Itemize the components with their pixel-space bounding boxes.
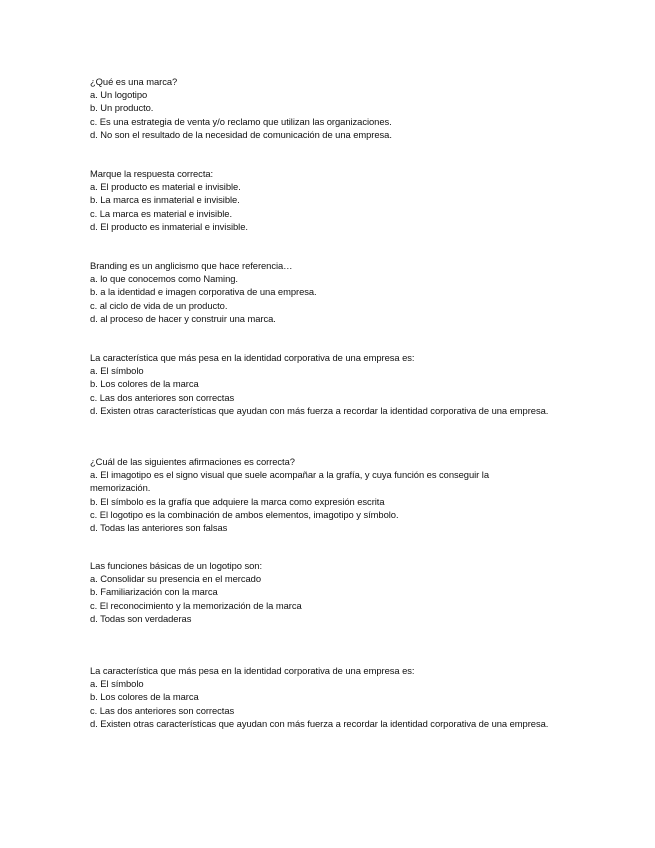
question-6 [90, 559, 550, 625]
question-prompt: ¿Qué es una marca? [90, 76, 178, 87]
option-c: c. La marca es material e invisible. [90, 207, 233, 219]
option-b: b. Los colores de la marca [90, 691, 199, 703]
option-b: b. La marca es inmaterial e invisible. [90, 194, 240, 206]
option-a: a. Consolidar su presencia en el mercado [90, 573, 262, 585]
option-d: d. El producto es inmaterial e invisible. [90, 220, 248, 232]
option-d: d. Existen otras características que ayudan con más fuerza a recordar la identidad corporativa de una empresa. [90, 717, 549, 729]
option-b: b. Familiarización con la marca [90, 586, 218, 598]
option-c: c. al ciclo de vida de un producto. [90, 299, 228, 311]
option-a: a. lo que conocemos como Naming. [90, 273, 238, 285]
question-prompt: La característica que más pesa en la identidad corporativa de una empresa es: [90, 665, 415, 676]
option-a: a. El imagotipo es el signo visual que suele acompañar a la grafía, y cuya función es conseguir la memorización. [90, 469, 489, 494]
option-b: b. a la identidad e imagen corporativa de una empresa. [90, 286, 317, 298]
option-a: a. El producto es material e invisible. [90, 181, 241, 193]
option-d: d. No son el resultado de la necesidad de comunicación de una empresa. [90, 128, 392, 140]
question-prompt: La característica que más pesa en la identidad corporativa de una empresa es: [90, 352, 415, 363]
option-c: c. Es una estrategia de venta y/o reclamo que utilizan las organizaciones. [90, 115, 392, 127]
question-7 [90, 664, 550, 730]
question-1 [90, 75, 550, 141]
question-prompt: Branding es un anglicismo que hace referencia… [90, 260, 293, 271]
option-c: c. El reconocimiento y la memorización de la marca [90, 599, 302, 611]
option-c: c. Las dos anteriores son correctas [90, 391, 235, 403]
question-2 [90, 167, 550, 233]
option-a: a. Un logotipo [90, 89, 148, 101]
option-a: a. El símbolo [90, 678, 144, 690]
question-prompt: Las funciones básicas de un logotipo son: [90, 560, 263, 571]
option-b: b. El símbolo es la grafía que adquiere la marca como expresión escrita [90, 495, 385, 507]
question-prompt: Marque la respuesta correcta: [90, 168, 214, 179]
option-a: a. El símbolo [90, 365, 144, 377]
option-b: b. Los colores de la marca [90, 378, 199, 390]
option-c: c. Las dos anteriores son correctas [90, 704, 235, 716]
option-d: d. Existen otras características que ayudan con más fuerza a recordar la identidad corporativa de una empresa. [90, 404, 549, 416]
option-d: d. Todas son verdaderas [90, 612, 192, 624]
option-c: c. El logotipo es la combinación de ambos elementos, imagotipo y símbolo. [90, 508, 399, 520]
question-prompt: ¿Cuál de las siguientes afirmaciones es correcta? [90, 456, 295, 467]
option-d: d. Todas las anteriores son falsas [90, 522, 228, 534]
question-4 [90, 351, 550, 417]
question-3 [90, 259, 550, 325]
option-b: b. Un producto. [90, 102, 154, 114]
option-d: d. al proceso de hacer y construir una marca. [90, 312, 276, 324]
question-5 [90, 455, 550, 534]
